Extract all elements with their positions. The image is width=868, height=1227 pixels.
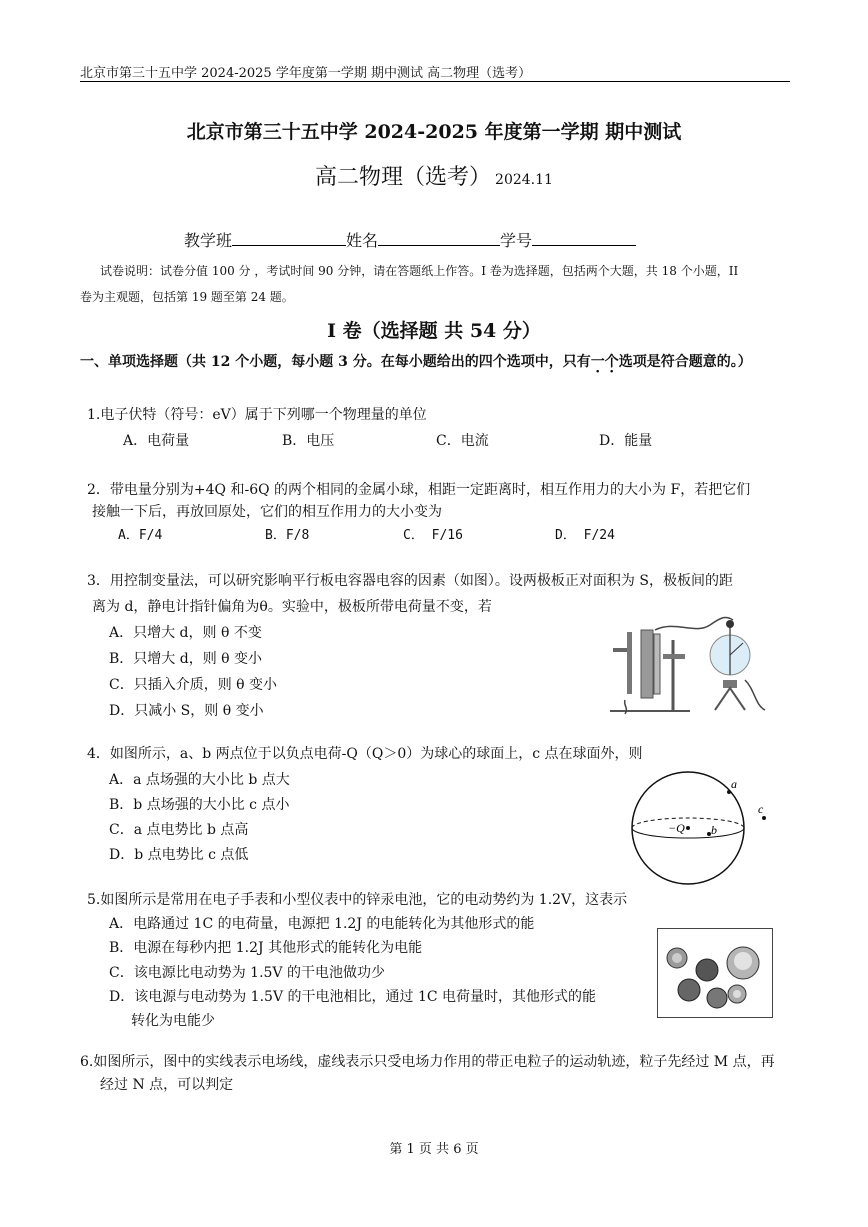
- exam-title: 北京市第三十五中学 2024-2025 年度第一学期 期中测试: [186, 121, 682, 143]
- id-label: 学号: [500, 231, 533, 250]
- subject-name: 高二物理（选考）: [315, 165, 492, 190]
- class-blank[interactable]: [232, 231, 346, 246]
- section-title: I 卷（选择题 共 54 分）: [327, 320, 541, 342]
- q2-option-c[interactable]: C． F/16: [403, 528, 463, 543]
- q1-option-b[interactable]: B．电压: [282, 433, 335, 449]
- q5-option-d[interactable]: D．该电源与电动势为 1.5V 的干电池相比，通过 1C 电荷量时，其他形式的能: [109, 989, 597, 1005]
- q5-option-b[interactable]: B．电源在每秒内把 1.2J 其他形式的能转化为电能: [109, 940, 423, 956]
- sphere-charge-figure: [625, 768, 785, 888]
- q5-option-a[interactable]: A．电路通过 1C 的电荷量，电源把 1.2J 的电能转化为其他形式的能: [109, 916, 535, 932]
- q4-option-d[interactable]: D．b 点电势比 c 点低: [109, 847, 249, 863]
- id-blank[interactable]: [532, 231, 636, 246]
- q5-option-c[interactable]: C．该电源比电动势为 1.5V 的干电池做功少: [109, 965, 385, 981]
- instructions-line-1: 试卷说明：试卷分值 100 分 ，考试时间 90 分钟，请在答题纸上作答。I 卷为选择题，包括两个大题，共 18 个小题，II: [100, 264, 739, 278]
- student-info-line: [184, 228, 636, 251]
- name-blank[interactable]: [378, 231, 500, 246]
- q1-option-a[interactable]: A．电荷量: [123, 433, 190, 449]
- q2-option-d[interactable]: D． F/24: [555, 528, 615, 543]
- q4-option-c[interactable]: C．a 点电势比 b 点高: [109, 822, 249, 838]
- page-number: 第 1 页 共 6 页: [389, 1142, 479, 1157]
- q3-option-d[interactable]: D．只减小 S，则 θ 变小: [109, 703, 264, 719]
- header-divider: [80, 81, 790, 82]
- running-header: 北京市第三十五中学 2024-2025 学年度第一学期 期中测试 高二物理（选考）: [80, 66, 532, 81]
- button-battery-photo: [657, 928, 773, 1018]
- emphasis-char: 个: [604, 354, 619, 370]
- part-one-text: 一、单项选择题（共 12 个小题，每小题 3 分。在每小题给出的四个选项中，只有: [80, 354, 591, 370]
- capacitor-electrometer-figure: [605, 610, 775, 718]
- question-2-line-1: 2．带电量分别为+4Q 和-6Q 的两个相同的金属小球，相距一定距离时，相互作用力的大小为 F，若把它们: [87, 482, 751, 498]
- q4-option-a[interactable]: A．a 点场强的大小比 b 点大: [109, 772, 290, 788]
- instructions-line-2: 卷为主观题，包括第 19 题至第 24 题。: [80, 290, 294, 304]
- q5-option-d-cont: 转化为电能少: [131, 1013, 215, 1029]
- q1-option-c[interactable]: C．电流: [436, 433, 489, 449]
- question-3-line-1: 3．用控制变量法，可以研究影响平行板电容器电容的因素（如图）。设两极板正对面积为 S，极板间的距: [87, 573, 733, 589]
- point-b-label: b: [711, 823, 717, 837]
- q2-option-b[interactable]: B．F/8: [265, 528, 310, 543]
- q1-option-d[interactable]: D．能量: [599, 433, 653, 449]
- exam-date: 2024.11: [495, 172, 553, 188]
- q3-option-a[interactable]: A．只增大 d，则 θ 不变: [109, 625, 262, 641]
- point-a-label: a: [731, 777, 737, 791]
- q3-option-b[interactable]: B．只增大 d，则 θ 变小: [109, 651, 263, 667]
- emphasis-char: 一: [590, 354, 605, 370]
- q3-option-c[interactable]: C．只插入介质，则 θ 变小: [109, 677, 278, 693]
- exam-subtitle: [0, 160, 868, 191]
- class-label: 教学班: [184, 231, 233, 250]
- name-label: 姓名: [346, 231, 379, 250]
- charge-label: −Q: [668, 821, 685, 835]
- question-3-line-2: 离为 d，静电计指针偏角为θ。实验中，极板所带电荷量不变，若: [92, 599, 492, 615]
- point-c-label: c: [758, 802, 764, 816]
- question-5-stem: 5.如图所示是常用在电子手表和小型仪表中的锌汞电池，它的电动势约为 1.2V，这表示: [87, 892, 628, 908]
- question-4-stem: 4．如图所示，a、b 两点位于以负点电荷-Q（Q＞0）为球心的球面上，c 点在球面外，则: [87, 746, 643, 762]
- question-6-line-1: 6.如图所示，图中的实线表示电场线，虚线表示只受电场力作用的带正电粒子的运动轨迹，粒子先经过 M 点，再: [80, 1054, 775, 1070]
- question-6-line-2: 经过 N 点，可以判定: [100, 1077, 234, 1093]
- question-2-line-2: 接触一下后，再放回原处，它们的相互作用力的大小变为: [92, 504, 442, 520]
- question-1-stem: 1.电子伏特（符号：eV）属于下列哪一个物理量的单位: [87, 407, 427, 423]
- q4-option-b[interactable]: B．b 点场强的大小比 c 点小: [109, 797, 290, 813]
- exam-instructions: [80, 258, 790, 310]
- q2-option-a[interactable]: A．F/4: [118, 528, 163, 543]
- part-one-heading: [80, 351, 752, 371]
- part-one-text-end: 选项是符合题意的。）: [618, 354, 752, 370]
